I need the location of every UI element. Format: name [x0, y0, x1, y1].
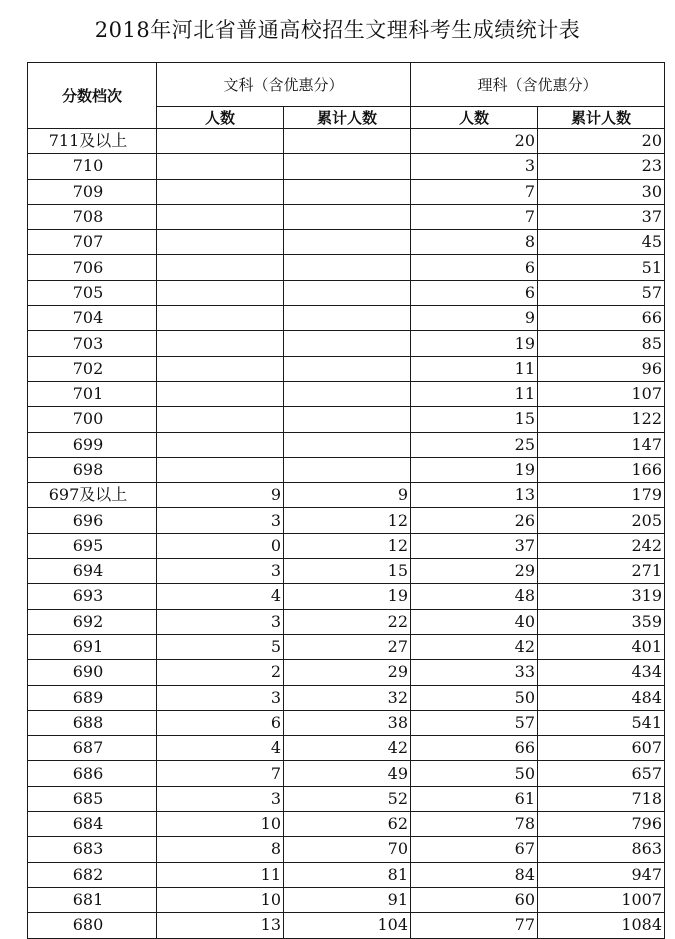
like-count-cell: 7 — [411, 204, 538, 229]
table-row — [28, 533, 665, 558]
like-count-cell: 6 — [411, 255, 538, 280]
wenke-count-cell — [157, 331, 284, 356]
like-count-cell: 78 — [411, 812, 538, 837]
wenke-cumulative-cell — [284, 129, 411, 154]
wenke-cumulative-cell: 81 — [284, 862, 411, 887]
like-count-cell: 67 — [411, 837, 538, 862]
wenke-cumulative-cell: 38 — [284, 710, 411, 735]
wenke-count-cell — [157, 204, 284, 229]
score-level-cell: 701 — [28, 381, 157, 406]
wenke-count-cell — [157, 306, 284, 331]
like-cumulative-cell: 1007 — [538, 887, 665, 912]
table-row — [28, 306, 665, 331]
wenke-cumulative-cell: 12 — [284, 533, 411, 558]
table-row — [28, 736, 665, 761]
wenke-count-cell — [157, 407, 284, 432]
score-level-cell: 691 — [28, 634, 157, 659]
like-cumulative-cell: 271 — [538, 559, 665, 584]
wenke-cumulative-cell: 62 — [284, 812, 411, 837]
wenke-count-cell: 13 — [157, 913, 284, 938]
score-level-cell: 697及以上 — [28, 483, 157, 508]
wenke-cumulative-cell: 27 — [284, 634, 411, 659]
wenke-cumulative-cell: 12 — [284, 508, 411, 533]
wenke-cumulative-cell: 15 — [284, 559, 411, 584]
table-row — [28, 761, 665, 786]
table-row — [28, 154, 665, 179]
score-level-cell: 695 — [28, 533, 157, 558]
score-level-cell: 702 — [28, 356, 157, 381]
wenke-count-cell: 5 — [157, 634, 284, 659]
table-row — [28, 634, 665, 659]
like-cumulative-cell: 947 — [538, 862, 665, 887]
like-cumulative-cell: 205 — [538, 508, 665, 533]
like-cumulative-cell: 51 — [538, 255, 665, 280]
like-count-cell: 29 — [411, 559, 538, 584]
page-title: 2018年河北省普通高校招生文理科考生成绩统计表 — [94, 18, 581, 42]
score-level-cell: 708 — [28, 204, 157, 229]
wenke-count-cell: 10 — [157, 887, 284, 912]
score-level-cell: 685 — [28, 786, 157, 811]
wenke-count-cell: 3 — [157, 508, 284, 533]
score-level-cell: 690 — [28, 660, 157, 685]
wenke-count-cell: 3 — [157, 559, 284, 584]
like-count-cell: 11 — [411, 356, 538, 381]
table-row — [28, 559, 665, 584]
wenke-count-cell: 3 — [157, 786, 284, 811]
table-row — [28, 407, 665, 432]
like-count-cell: 8 — [411, 230, 538, 255]
wenke-cumulative-cell: 52 — [284, 786, 411, 811]
wenke-cumulative-cell — [284, 457, 411, 482]
like-count-cell: 15 — [411, 407, 538, 432]
table-row — [28, 887, 665, 912]
header-score-level: 分数档次 — [28, 63, 157, 129]
like-cumulative-cell: 484 — [538, 685, 665, 710]
score-level-cell: 692 — [28, 609, 157, 634]
like-count-cell: 11 — [411, 381, 538, 406]
wenke-cumulative-cell: 104 — [284, 913, 411, 938]
like-cumulative-cell: 85 — [538, 331, 665, 356]
like-count-cell: 26 — [411, 508, 538, 533]
like-cumulative-cell: 30 — [538, 179, 665, 204]
wenke-cumulative-cell — [284, 356, 411, 381]
wenke-cumulative-cell — [284, 381, 411, 406]
wenke-count-cell — [157, 432, 284, 457]
score-level-cell: 705 — [28, 280, 157, 305]
like-count-cell: 40 — [411, 609, 538, 634]
score-level-cell: 687 — [28, 736, 157, 761]
like-cumulative-cell: 147 — [538, 432, 665, 457]
score-level-cell: 684 — [28, 812, 157, 837]
wenke-cumulative-cell — [284, 255, 411, 280]
like-count-cell: 13 — [411, 483, 538, 508]
table-row — [28, 230, 665, 255]
wenke-cumulative-cell — [284, 306, 411, 331]
like-count-cell: 77 — [411, 913, 538, 938]
score-level-cell: 711及以上 — [28, 129, 157, 154]
like-count-cell: 37 — [411, 533, 538, 558]
like-cumulative-cell: 166 — [538, 457, 665, 482]
header-wenke-count: 人数 — [157, 107, 284, 129]
table-row — [28, 356, 665, 381]
wenke-count-cell: 4 — [157, 584, 284, 609]
score-level-cell: 710 — [28, 154, 157, 179]
wenke-cumulative-cell: 42 — [284, 736, 411, 761]
wenke-count-cell: 3 — [157, 609, 284, 634]
like-count-cell: 66 — [411, 736, 538, 761]
like-cumulative-cell: 45 — [538, 230, 665, 255]
table-row — [28, 584, 665, 609]
wenke-count-cell: 7 — [157, 761, 284, 786]
table-row — [28, 862, 665, 887]
table-row — [28, 457, 665, 482]
wenke-cumulative-cell — [284, 154, 411, 179]
wenke-count-cell: 10 — [157, 812, 284, 837]
like-cumulative-cell: 242 — [538, 533, 665, 558]
wenke-count-cell — [157, 230, 284, 255]
wenke-cumulative-cell — [284, 407, 411, 432]
header-like-count: 人数 — [411, 107, 538, 129]
table-row — [28, 483, 665, 508]
wenke-cumulative-cell — [284, 432, 411, 457]
wenke-count-cell — [157, 457, 284, 482]
score-level-cell: 681 — [28, 887, 157, 912]
like-cumulative-cell: 96 — [538, 356, 665, 381]
wenke-count-cell — [157, 129, 284, 154]
like-cumulative-cell: 1084 — [538, 913, 665, 938]
wenke-count-cell: 6 — [157, 710, 284, 735]
like-cumulative-cell: 20 — [538, 129, 665, 154]
like-cumulative-cell: 607 — [538, 736, 665, 761]
wenke-cumulative-cell — [284, 280, 411, 305]
wenke-cumulative-cell — [284, 179, 411, 204]
score-level-cell: 683 — [28, 837, 157, 862]
wenke-cumulative-cell: 19 — [284, 584, 411, 609]
like-cumulative-cell: 122 — [538, 407, 665, 432]
table-row — [28, 331, 665, 356]
wenke-cumulative-cell: 32 — [284, 685, 411, 710]
like-count-cell: 50 — [411, 761, 538, 786]
like-cumulative-cell: 359 — [538, 609, 665, 634]
wenke-count-cell: 8 — [157, 837, 284, 862]
wenke-cumulative-cell — [284, 230, 411, 255]
score-level-cell: 698 — [28, 457, 157, 482]
table-row — [28, 280, 665, 305]
table-row — [28, 508, 665, 533]
wenke-cumulative-cell: 91 — [284, 887, 411, 912]
like-cumulative-cell: 657 — [538, 761, 665, 786]
wenke-count-cell — [157, 179, 284, 204]
score-level-cell: 693 — [28, 584, 157, 609]
table-row — [28, 710, 665, 735]
like-count-cell: 61 — [411, 786, 538, 811]
header-wenke-cumulative: 累计人数 — [284, 107, 411, 129]
wenke-count-cell: 9 — [157, 483, 284, 508]
table-row — [28, 255, 665, 280]
like-count-cell: 42 — [411, 634, 538, 659]
table-header — [28, 63, 665, 129]
score-level-cell: 700 — [28, 407, 157, 432]
wenke-cumulative-cell: 49 — [284, 761, 411, 786]
wenke-count-cell — [157, 255, 284, 280]
like-count-cell: 19 — [411, 331, 538, 356]
score-level-cell: 694 — [28, 559, 157, 584]
like-cumulative-cell: 434 — [538, 660, 665, 685]
like-cumulative-cell: 863 — [538, 837, 665, 862]
like-cumulative-cell: 796 — [538, 812, 665, 837]
like-cumulative-cell: 179 — [538, 483, 665, 508]
wenke-cumulative-cell — [284, 331, 411, 356]
wenke-cumulative-cell: 70 — [284, 837, 411, 862]
table-row — [28, 913, 665, 938]
wenke-count-cell — [157, 154, 284, 179]
wenke-count-cell — [157, 280, 284, 305]
wenke-count-cell — [157, 381, 284, 406]
table-body — [28, 129, 665, 939]
like-count-cell: 60 — [411, 887, 538, 912]
like-count-cell: 48 — [411, 584, 538, 609]
score-level-cell: 686 — [28, 761, 157, 786]
wenke-count-cell: 2 — [157, 660, 284, 685]
table-row — [28, 432, 665, 457]
score-level-cell: 703 — [28, 331, 157, 356]
score-statistics-table — [27, 62, 665, 939]
table-row — [28, 381, 665, 406]
header-like-group: 理科（含优惠分） — [411, 63, 665, 107]
like-cumulative-cell: 541 — [538, 710, 665, 735]
score-level-cell: 689 — [28, 685, 157, 710]
score-level-cell: 682 — [28, 862, 157, 887]
like-cumulative-cell: 107 — [538, 381, 665, 406]
like-count-cell: 20 — [411, 129, 538, 154]
header-like-cumulative: 累计人数 — [538, 107, 665, 129]
score-level-cell: 704 — [28, 306, 157, 331]
wenke-cumulative-cell: 29 — [284, 660, 411, 685]
wenke-cumulative-cell: 9 — [284, 483, 411, 508]
like-cumulative-cell: 319 — [538, 584, 665, 609]
table-row — [28, 204, 665, 229]
score-level-cell: 707 — [28, 230, 157, 255]
like-count-cell: 3 — [411, 154, 538, 179]
wenke-count-cell: 0 — [157, 533, 284, 558]
like-cumulative-cell: 37 — [538, 204, 665, 229]
wenke-count-cell: 11 — [157, 862, 284, 887]
score-level-cell: 680 — [28, 913, 157, 938]
like-cumulative-cell: 66 — [538, 306, 665, 331]
table-row — [28, 812, 665, 837]
like-cumulative-cell: 57 — [538, 280, 665, 305]
wenke-count-cell — [157, 356, 284, 381]
table-row — [28, 609, 665, 634]
wenke-count-cell: 4 — [157, 736, 284, 761]
score-level-cell: 696 — [28, 508, 157, 533]
like-count-cell: 6 — [411, 280, 538, 305]
like-count-cell: 57 — [411, 710, 538, 735]
table-row — [28, 660, 665, 685]
like-count-cell: 7 — [411, 179, 538, 204]
table-row — [28, 129, 665, 154]
wenke-cumulative-cell — [284, 204, 411, 229]
table-row — [28, 685, 665, 710]
table-row — [28, 837, 665, 862]
wenke-count-cell: 3 — [157, 685, 284, 710]
like-cumulative-cell: 401 — [538, 634, 665, 659]
score-level-cell: 688 — [28, 710, 157, 735]
like-count-cell: 33 — [411, 660, 538, 685]
like-count-cell: 84 — [411, 862, 538, 887]
like-count-cell: 50 — [411, 685, 538, 710]
score-level-cell: 709 — [28, 179, 157, 204]
like-cumulative-cell: 23 — [538, 154, 665, 179]
score-level-cell: 706 — [28, 255, 157, 280]
table-row — [28, 179, 665, 204]
header-wenke-group: 文科（含优惠分） — [157, 63, 411, 107]
like-count-cell: 9 — [411, 306, 538, 331]
wenke-cumulative-cell: 22 — [284, 609, 411, 634]
score-level-cell: 699 — [28, 432, 157, 457]
table-row — [28, 786, 665, 811]
like-cumulative-cell: 718 — [538, 786, 665, 811]
like-count-cell: 25 — [411, 432, 538, 457]
like-count-cell: 19 — [411, 457, 538, 482]
